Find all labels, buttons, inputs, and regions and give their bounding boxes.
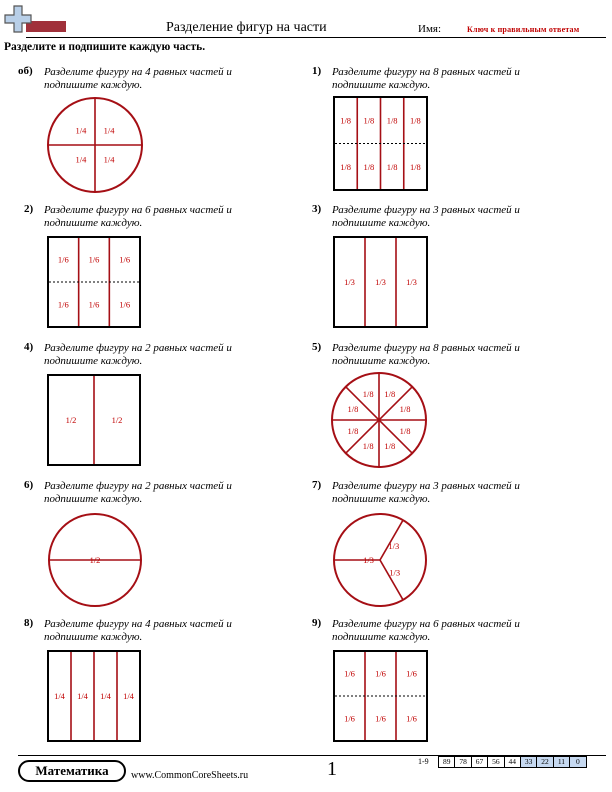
score-cell: 67 [471,757,487,768]
fraction-label: 1/4 [75,125,87,136]
problem-number: 5) [312,341,322,353]
problem-text: Разделите фигуру на 8 равных частей и подпишите каждую. [332,342,520,367]
name-label: Имя: [418,23,442,35]
score-table [438,756,587,768]
problem-text: Разделите фигуру на 4 равных частей и подпишите каждую. [44,66,232,91]
divider-line [380,520,403,560]
problem-number: 7) [312,479,322,491]
fraction-label: 1/8 [363,161,375,172]
fraction-label: 1/4 [103,125,115,136]
fraction-label: 1/8 [409,115,421,126]
score-cell: 44 [504,757,520,768]
divider-line [380,560,403,600]
score-range: 1-9 [418,757,429,766]
problem-text: Разделите фигуру на 6 равных частей и подпишите каждую. [44,204,232,229]
fraction-label: 1/3 [363,555,374,565]
fraction-label: 1/8 [347,425,359,436]
fraction-label: 1/3 [375,277,386,287]
problem-number: об) [18,65,33,77]
fraction-label: 1/6 [344,668,355,679]
problem-text: Разделите фигуру на 2 равных частей и подпишите каждую. [44,342,232,367]
fraction-label: 1/8 [386,161,398,172]
fraction-label: 1/6 [119,254,131,265]
fraction-label: 1/8 [386,115,398,126]
brand-logo: Математика [18,760,126,782]
problem-number: 8) [24,617,34,629]
fraction-label: 1/6 [406,668,417,679]
answer-key-label: Ключ к правильным ответам [467,25,580,34]
score-cell: 11 [553,757,569,768]
fraction-label: 1/4 [100,691,111,701]
problem-number: 4) [24,341,34,353]
problem-text: Разделите фигуру на 3 равных частей и подпишите каждую. [332,204,520,229]
problem-number: 6) [24,479,34,491]
fraction-label: 1/8 [384,388,396,399]
fraction-label: 1/6 [375,713,386,724]
site-url: www.CommonCoreSheets.ru [131,770,249,781]
fraction-label: 1/8 [399,425,411,436]
problem-number: 9) [312,617,322,629]
fraction-label: 1/4 [103,154,115,165]
fraction-label: 1/6 [406,713,417,724]
fraction-label: 1/8 [384,441,396,452]
fraction-label: 1/8 [340,161,352,172]
problem-text: Разделите фигуру на 6 равных частей и подпишите каждую. [332,618,520,643]
problem-number: 3) [312,203,322,215]
score-cell: 0 [570,757,586,768]
fraction-label: 1/2 [89,555,101,565]
fraction-label: 1/2 [111,415,123,425]
problem-number: 1) [312,65,322,77]
fraction-label: 1/6 [88,254,100,265]
problem-text: Разделите фигуру на 2 равных частей и подпишите каждую. [44,480,232,505]
problem-text: Разделите фигуру на 3 равных частей и подпишите каждую. [332,480,520,505]
fraction-label: 1/8 [362,441,374,452]
fraction-label: 1/6 [57,299,69,310]
fraction-label: 1/6 [375,668,386,679]
fraction-label: 1/8 [409,161,421,172]
fraction-label: 1/8 [362,388,374,399]
problem-number: 2) [24,203,34,215]
score-cell: 56 [488,757,504,768]
instructions: Разделите и подпишите каждую часть. [4,41,206,53]
score-cell: 33 [520,757,536,768]
fraction-label: 1/6 [119,299,131,310]
fraction-label: 1/6 [88,299,100,310]
fraction-label: 1/4 [75,154,87,165]
fraction-label: 1/3 [344,277,355,287]
fraction-label: 1/3 [388,541,400,552]
fraction-label: 1/8 [363,115,375,126]
page-title: Разделение фигур на части [166,20,327,35]
score-cell: 78 [455,757,471,768]
fraction-label: 1/6 [57,254,69,265]
fraction-label: 1/4 [54,691,65,701]
fraction-label: 1/4 [77,691,88,701]
page-number: 1 [327,758,337,780]
score-cell: 89 [439,757,455,768]
fraction-label: 1/8 [340,115,352,126]
problem-text: Разделите фигуру на 8 равных частей и подпишите каждую. [332,66,520,91]
fraction-label: 1/8 [347,404,359,415]
fraction-label: 1/6 [344,713,355,724]
fraction-label: 1/8 [399,404,411,415]
score-cell: 22 [537,757,553,768]
fraction-label: 1/4 [123,691,134,701]
fraction-label: 1/3 [406,277,417,287]
fraction-label: 1/2 [65,415,77,425]
problem-text: Разделите фигуру на 4 равных частей и подпишите каждую. [44,618,232,643]
fraction-label: 1/3 [389,567,401,578]
